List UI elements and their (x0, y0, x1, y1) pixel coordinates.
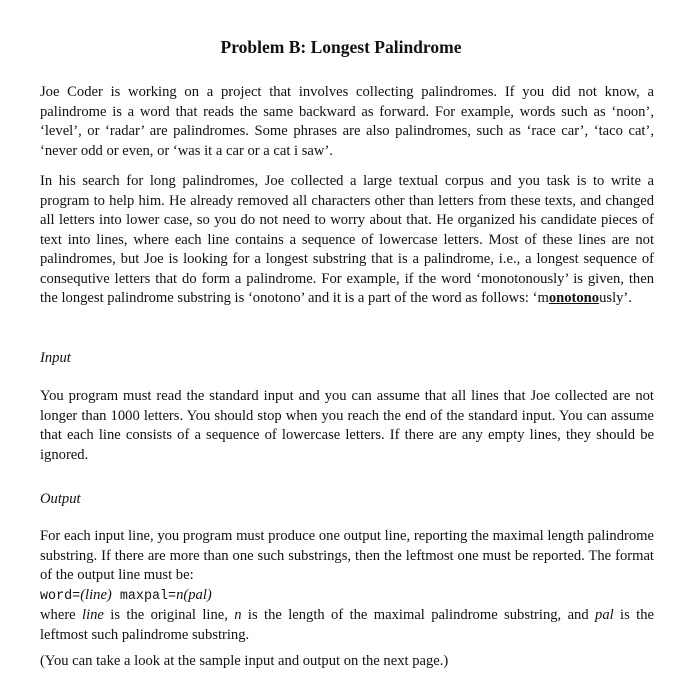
where-n-var: n (234, 607, 242, 623)
where-part-1: where (40, 607, 83, 623)
intro-paragraph: Joe Coder is working on a project that involves collecting palindromes. If you did not know, a palindrome is a word that reads the same backward as forward. For example, words such as ‘noon’, ‘level’, or ‘radar’ are palindromes. Some phrases are also palindromes, such as ‘race car’, ‘taco cat’, ‘never odd or even, or ‘was it a car or a cat i saw’. (40, 84, 654, 159)
where-part-3: is the length of the maximal palindrome substring, and (241, 607, 596, 623)
format-word-prefix: word= (40, 588, 81, 604)
where-pal-var: pal (595, 607, 614, 623)
story-paragraph (40, 172, 654, 309)
output-text: For each input line, you program must produce one output line, reporting the maximal length palindrome substring. If there are more than one such substrings, then the leftmost one must be reported. The format of the output line must be: (40, 528, 654, 583)
footer-note: (You can take a look at the sample input and output on the next page.) (40, 653, 449, 669)
output-paragraph (40, 527, 654, 645)
format-n-var: n (176, 586, 184, 603)
format-line-var: (line) (80, 586, 112, 603)
where-part-4: is the leftmost such palindrome substring. (40, 607, 654, 643)
input-paragraph: You program must read the standard input and you can assume that all lines that Joe collected are not longer than 1000 letters. You should stop when you reach the end of the standard input. You can assume that each line consists of a sequence of lowercase letters. If there are any empty lines, they should be ignored. (40, 388, 654, 463)
story-text: In his search for long palindromes, Joe collected a large textual corpus and you task is to write a program to help him. He already removed all characters other than letters from these texts, and changed all letters into lower case, so you do not need to worry about that. He organized his candidate pieces of text into lines, where each line contains a sequence of lowercase letters. Most of these lines are not palindromes, but Joe is looking for a longest substring that is a palindrome, i.e., a longest sequence of consequtive letters that do form a palindrome. For example, if the word ‘monotonously’ is given, then the longest palindrome substring is ‘onotono’ and it is a part of the word as follows: ‘m (40, 173, 654, 306)
format-maxpal: maxpal= (111, 588, 177, 604)
where-part-2: is the original line, (103, 607, 235, 623)
output-heading: Output (40, 491, 81, 507)
where-line-var: line (82, 607, 104, 623)
output-format-line (40, 586, 654, 607)
story-tail: usly’. (599, 290, 632, 306)
format-pal-var: (pal) (183, 586, 212, 603)
input-heading: Input (40, 350, 71, 366)
palindrome-highlight: onotono (548, 290, 600, 306)
page-title: Problem B: Longest Palindrome (220, 37, 462, 57)
